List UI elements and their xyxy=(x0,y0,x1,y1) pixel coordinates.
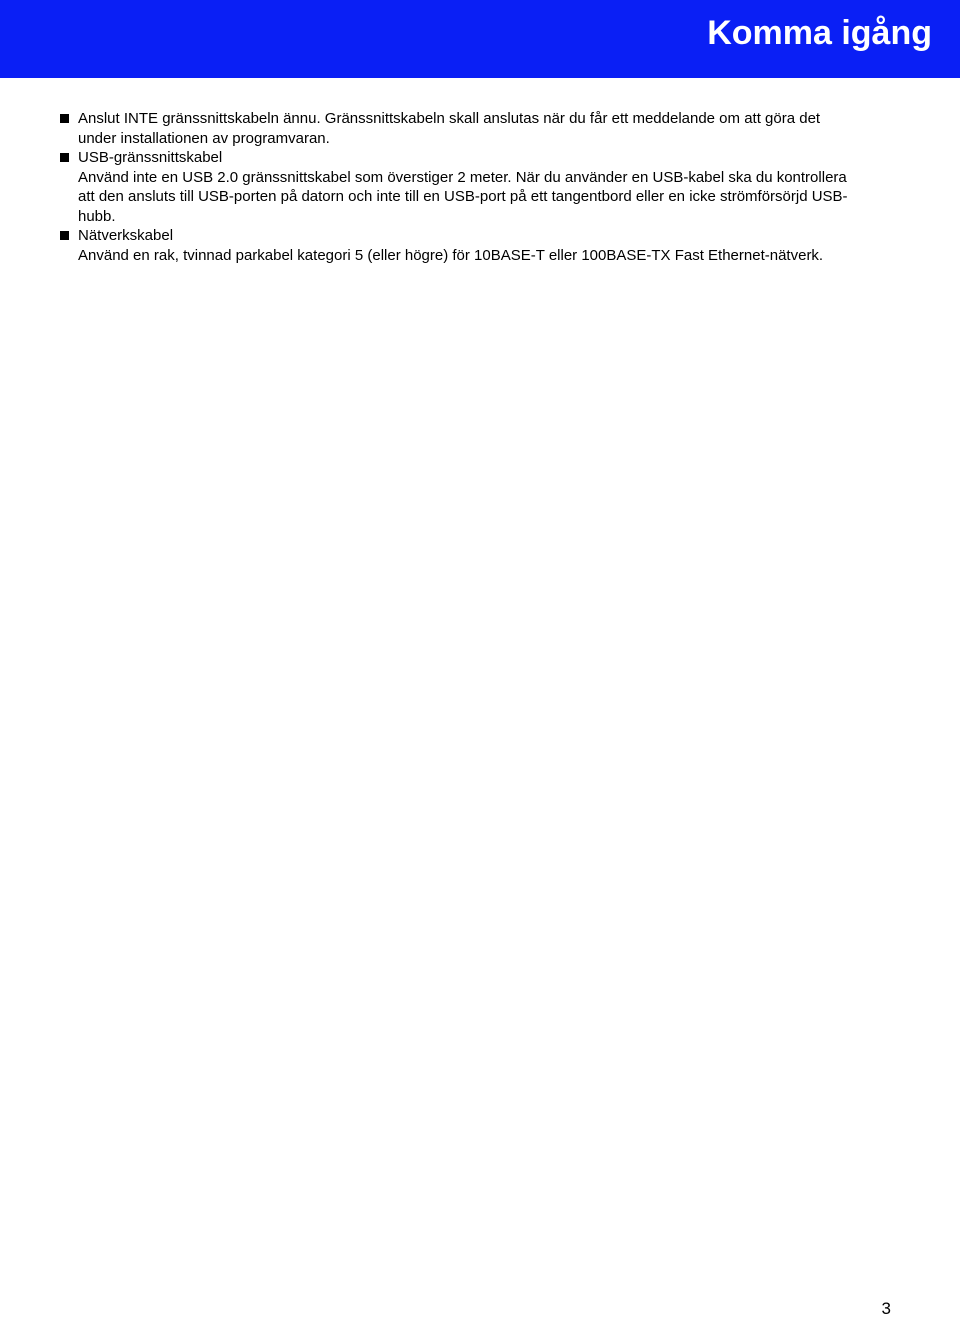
item-body: Använd en rak, tvinnad parkabel kategori 5 (eller högre) för 10BASE-T eller 100BASE-TX Fast Ethernet-nätverk. xyxy=(78,246,824,264)
header-bar xyxy=(0,0,960,78)
list-item xyxy=(58,148,858,226)
page-title: Komma igång xyxy=(707,14,932,52)
square-bullet-icon xyxy=(60,153,69,162)
square-bullet-icon xyxy=(60,114,69,123)
item-heading: Nätverkskabel xyxy=(78,227,174,244)
item-heading: USB-gränssnittskabel xyxy=(78,149,223,166)
content-list xyxy=(58,109,858,265)
item-heading: Anslut INTE gränssnittskabeln ännu. Gränssnittskabeln skall anslutas när du får ett meddelande om att göra det under installationen av programvaran. xyxy=(78,110,821,147)
list-item xyxy=(58,109,858,148)
list-item xyxy=(58,226,858,265)
page-number: 3 xyxy=(881,1299,891,1318)
square-bullet-icon xyxy=(60,231,69,240)
item-body: Använd inte en USB 2.0 gränssnittskabel som överstiger 2 meter. När du använder en USB-kabel ska du kontrollera att den ansluts till USB-porten på datorn och inte till en USB-port på ett tangentbord eller en icke strömförsörjd USB-hubb. xyxy=(78,168,848,225)
